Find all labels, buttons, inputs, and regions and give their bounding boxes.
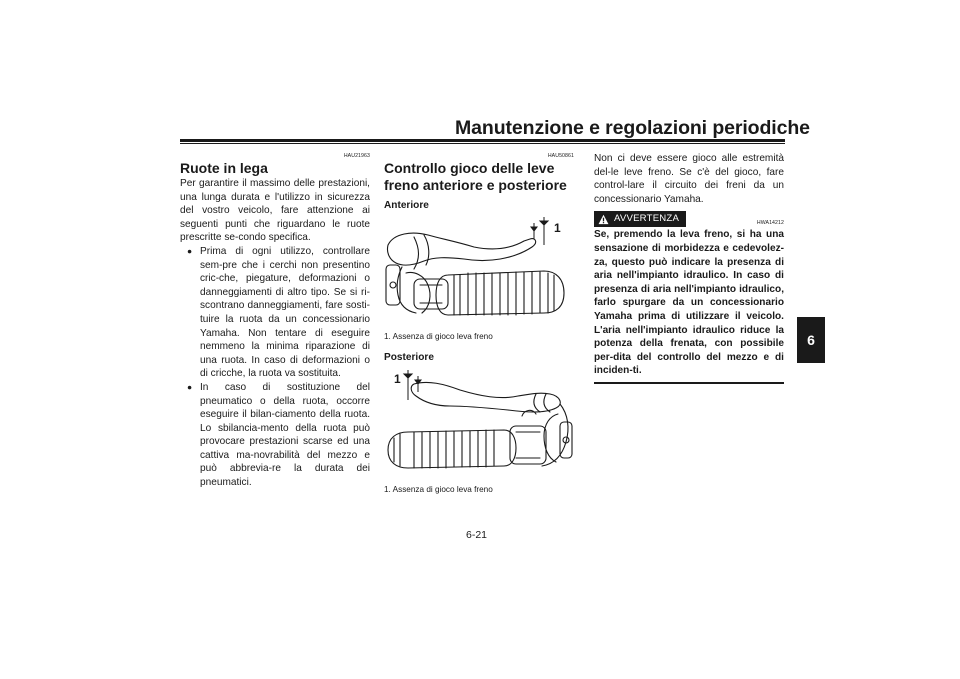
- page-number: 6-21: [466, 529, 488, 541]
- bullet-list: [180, 245, 370, 490]
- bullet-item: ● Prima di ogni utilizzo, controllare sem-pre che i cerchi non presentino cric-che, piegature, deformazioni o danneggiamenti di altro tipo. Se si ri-scontrano danneggiamenti, fare sosti-tuire la ruota da un concessionario Yamaha. Non tentare di eseguire nemmeno la minima riparazione di una ruota. In caso di deformazioni o di cricche, la ruota va sostituita.: [180, 245, 370, 381]
- section-heading: Controllo gioco delle leve freno anteriore e posteriore: [384, 160, 567, 193]
- rear-lever-figure: [384, 366, 574, 495]
- page-title: Manutenzione e regolazioni periodiche: [455, 117, 810, 139]
- section-code: HAU50861: [547, 153, 574, 159]
- section-heading: Ruote in lega: [180, 160, 268, 176]
- warning-end-rule: [594, 382, 784, 384]
- warning-code: HWA14212: [756, 220, 784, 227]
- warning-label-text: AVVERTENZA: [614, 213, 680, 225]
- play-paragraph: Non ci deve essere gioco alle estremità del-le leve freno. Se c'è del gioco, fare control-lare il circuito dei freni da un concessionario Yamaha.: [594, 153, 784, 205]
- bullet-item: ● In caso di sostituzione del pneumatico o della ruota, occorre eseguire il bilan-ciamento della ruota. Lo sbilancia-mento della ruota può provocare prestazioni scarse ed una cattiva ma-novrabilità del mezzo e può abbrevia-re la durata dei pneumatici.: [180, 381, 370, 490]
- rear-callout-number: 1: [394, 372, 401, 387]
- intro-paragraph: Per garantire il massimo delle prestazioni, una lunga durata e l'utilizzo in sicurezza del vostro veicolo, fare attenzione ai seguenti punti che riguardano le ruote prescritte se-condo specifica.: [180, 178, 370, 244]
- warning-text: Se, premendo la leva freno, si ha una sensazione di morbidezza e cedevolez-za, questo può indicare la presenza di aria nell'impianto idraulico. In caso di presenza di aria nell'impianto idraulico, farlo spurgare da un concessionario Yamaha prima di utilizzare il veicolo. L'aria nell'impianto idraulico riduce la potenza della frenata, con possibile per-dita del controllo del mezzo e di inciden-ti.: [594, 229, 784, 377]
- front-brake-lever-illustration: [384, 215, 574, 327]
- warning-triangle-icon: [598, 214, 609, 225]
- subhead-front: Anteriore: [384, 200, 429, 211]
- column-alloy-wheels: [180, 152, 370, 490]
- header-rule-thin: [180, 143, 785, 144]
- column-brake-levers: [384, 152, 574, 495]
- column-brake-warning: [594, 152, 784, 384]
- header-rule: [180, 139, 785, 142]
- section-code: HAU21963: [343, 153, 370, 159]
- front-lever-figure: [384, 215, 574, 342]
- front-caption: 1. Assenza di gioco leva freno: [384, 331, 493, 341]
- warning-header: [594, 211, 784, 227]
- chapter-tab: 6: [797, 317, 825, 363]
- subhead-rear: Posteriore: [384, 351, 434, 363]
- warning-label: [594, 211, 686, 227]
- rear-caption: 1. Assenza di gioco leva freno: [384, 485, 493, 495]
- rear-brake-lever-illustration: [384, 366, 574, 480]
- front-callout-number: 1: [554, 220, 561, 235]
